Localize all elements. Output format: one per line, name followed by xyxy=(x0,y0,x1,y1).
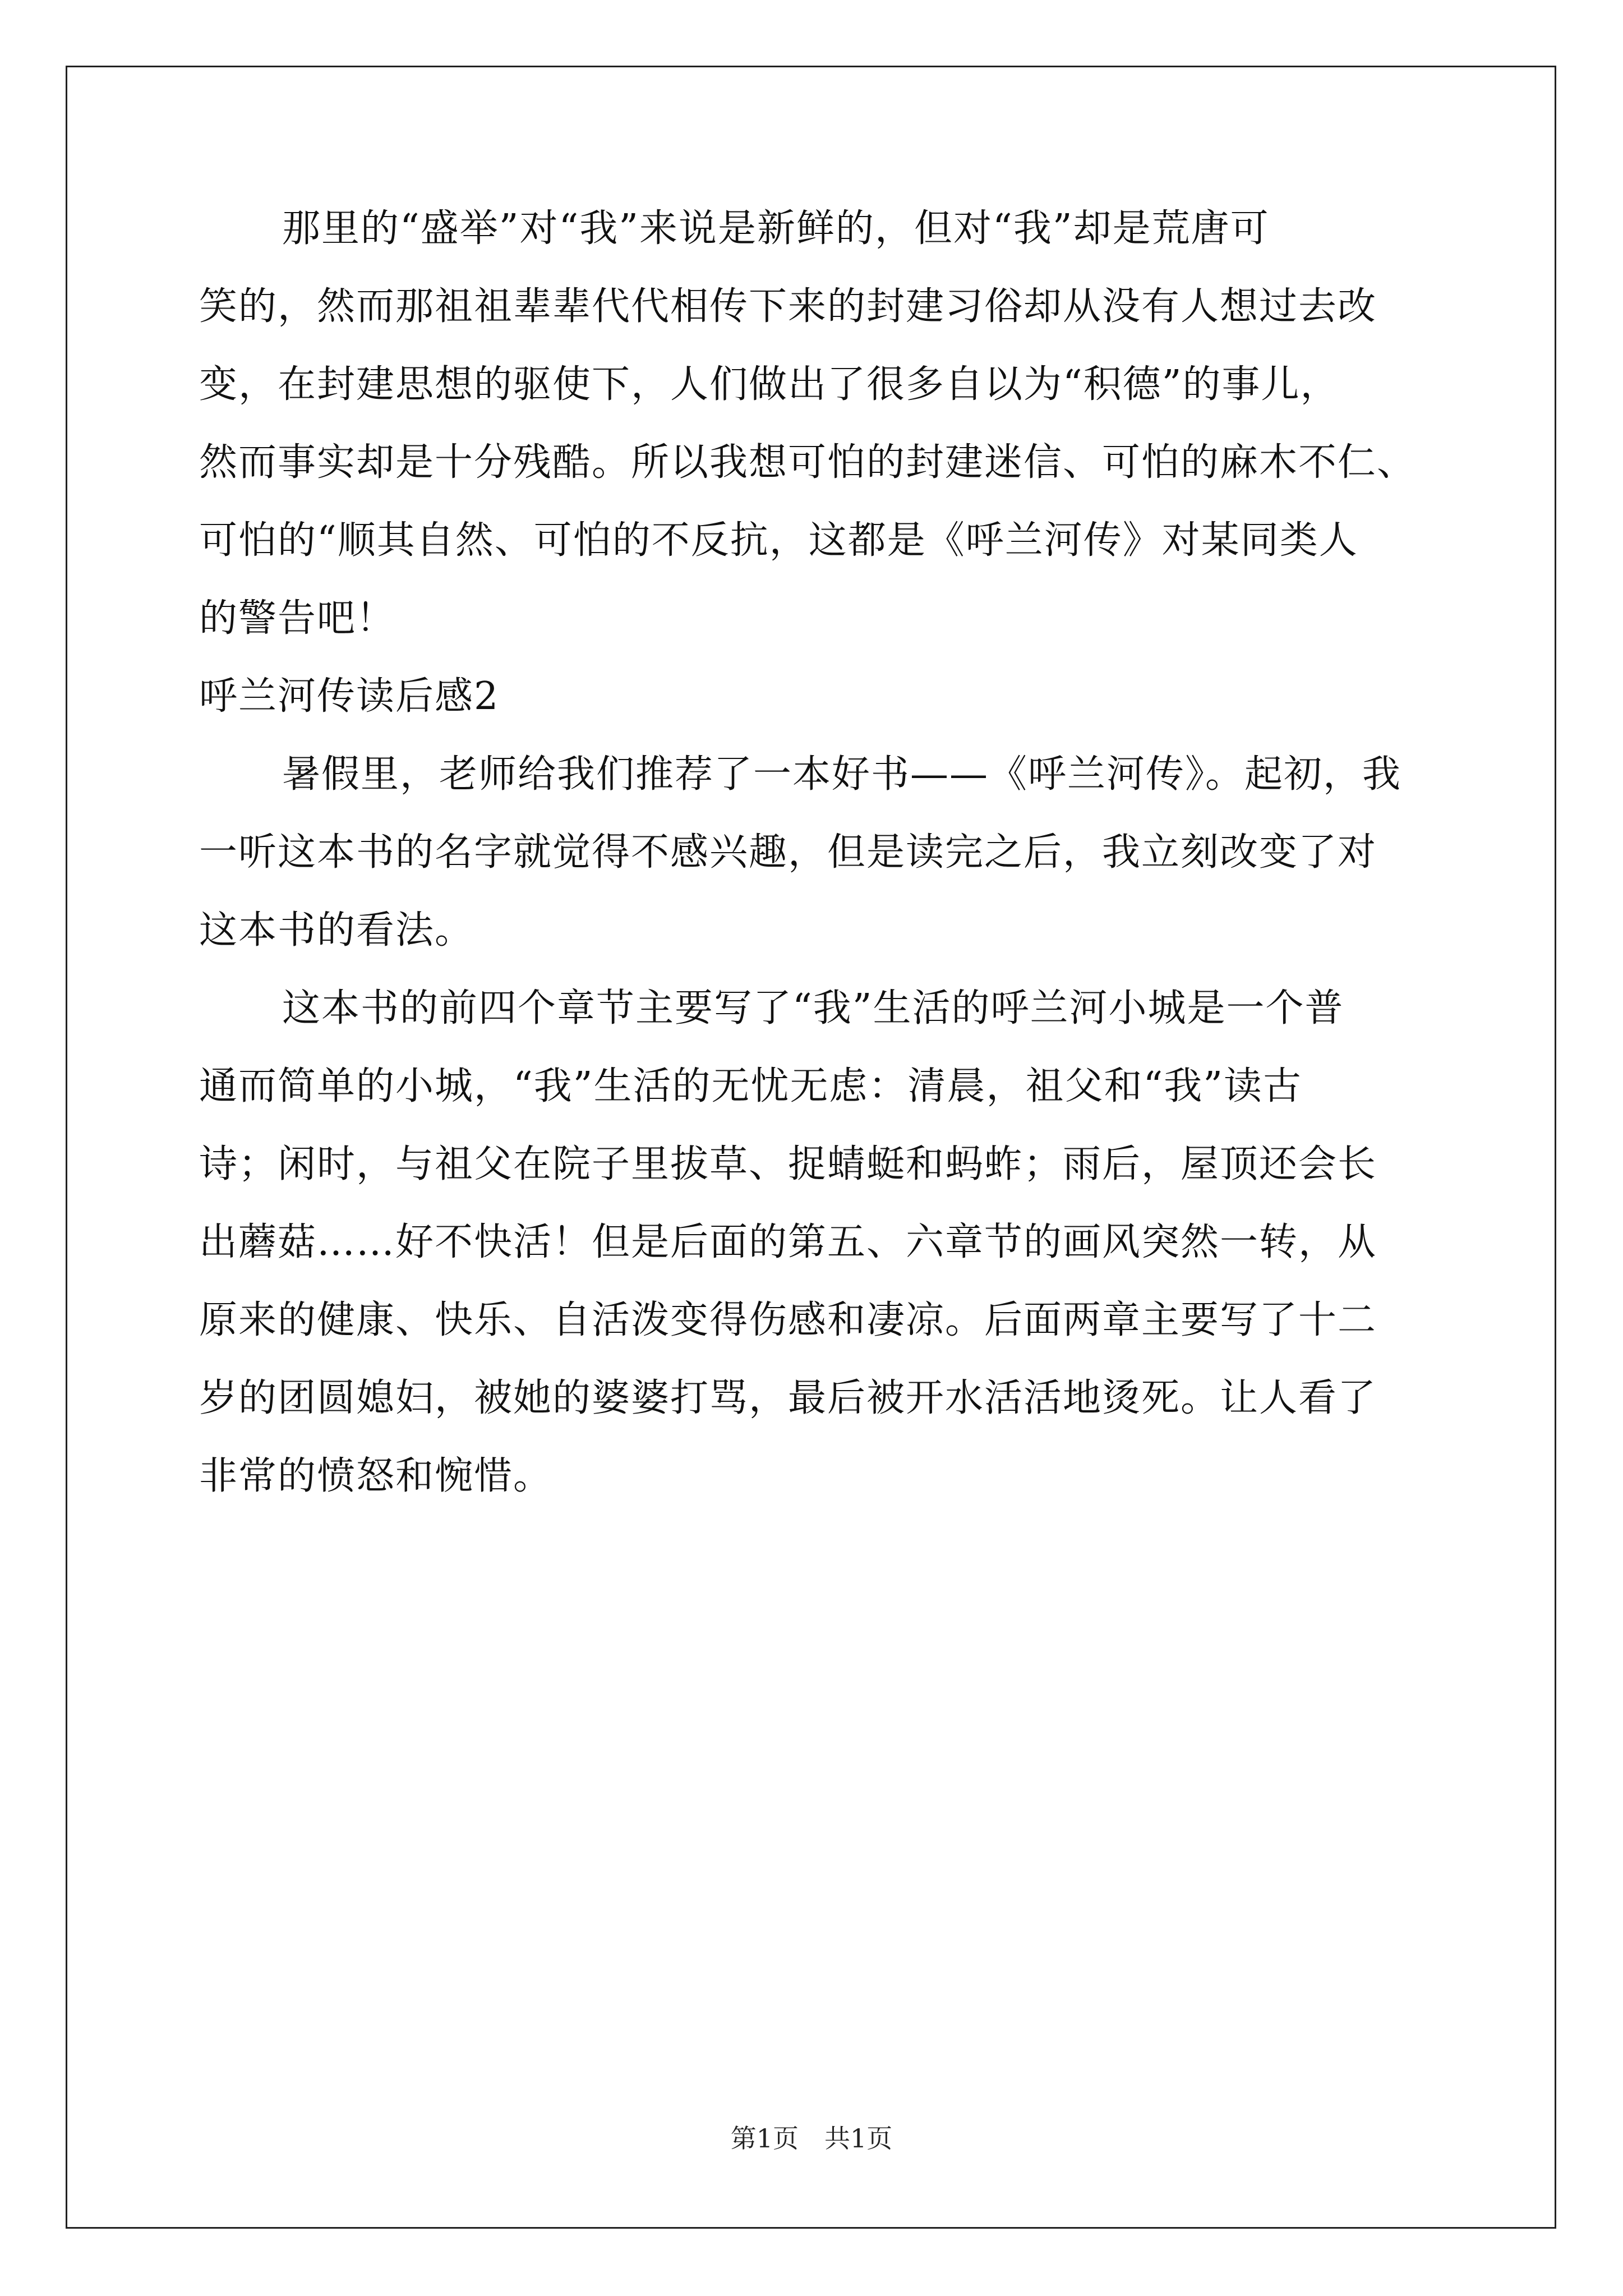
paragraph-line: 这本书的看法。 xyxy=(199,908,474,953)
paragraph xyxy=(199,749,1460,956)
paragraph-line: 的警告吧！ xyxy=(199,596,396,641)
paragraph-line: 这本书的前四个章节主要写了“我”生活的呼兰河小城是一个普 xyxy=(282,986,1344,1030)
paragraph-line: 可怕的“顺其自然、可怕的不反抗，这都是《呼兰河传》对某同类人 xyxy=(199,518,1358,563)
paragraph-line: 诗；闲时，与祖父在院子里拔草、捉蜻蜓和蚂蚱；雨后，屋顶还会长 xyxy=(199,1142,1377,1186)
page-footer: 第1页 共1页 xyxy=(730,2123,893,2154)
paragraph-line: 岁的团圆媳妇，被她的婆婆打骂，最后被开水活活地烫死。让人看了 xyxy=(199,1376,1377,1420)
document-body xyxy=(199,203,1460,1502)
paragraph-line: 出蘑菇……好不快活！但是后面的第五、六章节的画风突然一转，从 xyxy=(199,1220,1377,1264)
paragraph-line: 变，在封建思想的驱使下，人们做出了很多自以为“积德”的事儿， xyxy=(199,362,1340,407)
paragraph-line: 暑假里，老师给我们推荐了一本好书——《呼兰河传》。起初，我 xyxy=(282,752,1402,797)
paragraph xyxy=(199,203,1460,645)
paragraph-line: 然而事实却是十分残酷。所以我想可怕的封建迷信、可怕的麻木不仁、 xyxy=(199,440,1417,485)
paragraph-line: 通而简单的小城，“我”生活的无忧无虑：清晨，祖父和“我”读古 xyxy=(199,1064,1303,1108)
section-heading: 呼兰河传读后感2 xyxy=(199,674,500,719)
paragraph-line: 那里的“盛举”对“我”来说是新鲜的，但对“我”却是荒唐可 xyxy=(282,206,1270,251)
paragraph-line: 笑的，然而那祖祖辈辈代代相传下来的封建习俗却从没有人想过去改 xyxy=(199,284,1377,329)
paragraph-line: 一听这本书的名字就觉得不感兴趣，但是读完之后，我立刻改变了对 xyxy=(199,830,1377,875)
paragraph-line: 原来的健康、快乐、自活泼变得伤感和凄凉。后面两章主要写了十二 xyxy=(199,1298,1377,1342)
paragraph xyxy=(199,983,1460,1502)
paragraph-line: 非常的愤怒和惋惜。 xyxy=(199,1454,553,1498)
